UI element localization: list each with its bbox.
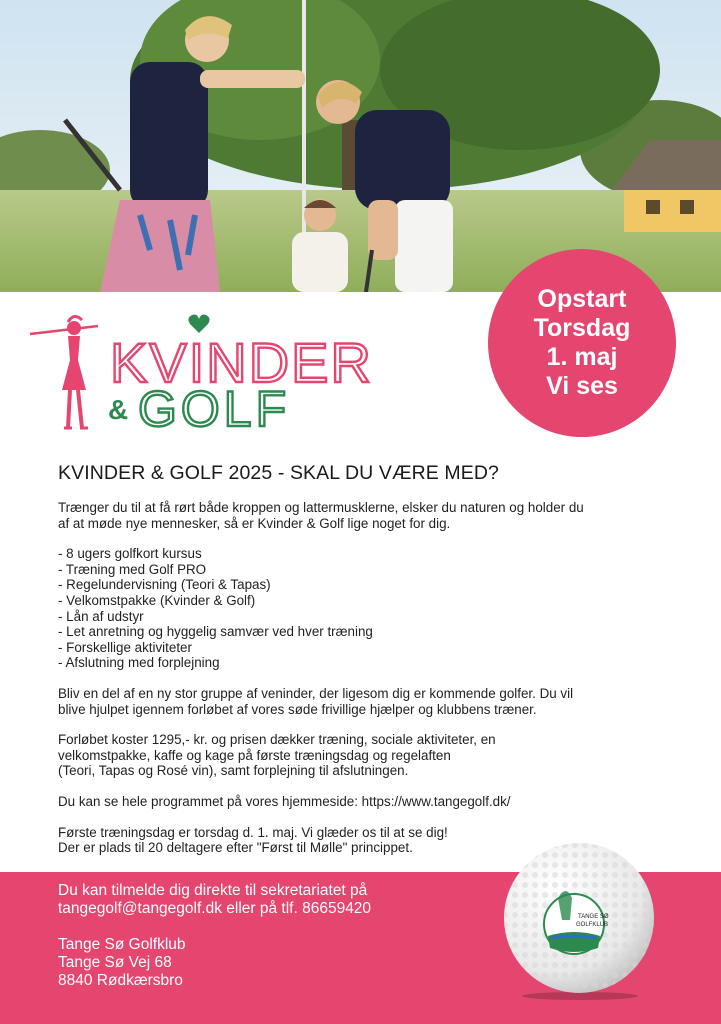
hero-photo — [0, 0, 721, 292]
ball-logo-line1: TANGE SØ — [578, 914, 609, 920]
footer-text — [58, 882, 371, 990]
text-line: blive hjulpet igennem forløbet af vores søde frivillige hjælper og klubbens træner. — [58, 701, 537, 717]
badge-line: Vi ses — [546, 372, 618, 400]
kvinder-golf-logo — [28, 310, 408, 440]
badge-line: Opstart — [537, 285, 627, 313]
logo-word-golf: GOLF — [138, 381, 291, 437]
address-line: Tange Sø Golfklub — [58, 936, 186, 953]
badge-line: Torsdag — [533, 314, 631, 342]
list-item: - Let anretning og hyggelig samvær ved hver træning — [58, 624, 373, 640]
list-item: - 8 ugers golfkort kursus — [58, 546, 202, 562]
address-line: 8840 Rødkærsbro — [58, 972, 183, 989]
list-item: - Regelundervisning (Teori & Tapas) — [58, 577, 271, 593]
badge-line: 1. maj — [546, 343, 618, 371]
list-item: - Træning med Golf PRO — [58, 561, 207, 577]
text-line: velkomstpakke, kaffe og kage på første træningsdag og regelaften — [58, 747, 451, 763]
features-list — [58, 546, 648, 671]
page-headline: KVINDER & GOLF 2025 - SKAL DU VÆRE MED? — [58, 462, 499, 484]
price-paragraph — [58, 732, 648, 779]
signup-line: Du kan tilmelde dig direkte til sekretariatet på — [58, 882, 368, 899]
text-line: Første træningsdag er torsdag d. 1. maj. Vi glæder os til at se dig! — [58, 824, 448, 840]
main-content — [58, 462, 648, 856]
intro-paragraph — [58, 500, 648, 531]
text-line: Der er plads til 20 deltagere efter "Først til Mølle" princippet. — [58, 840, 413, 856]
list-item: - Velkomstpakke (Kvinder & Golf) — [58, 592, 256, 608]
text-line: Forløbet koster 1295,- kr. og prisen dækker træning, sociale aktiviteter, en — [58, 732, 496, 748]
golfer-woman-icon — [28, 310, 108, 440]
signup-line: tangegolf@tangegolf.dk eller på tlf. 86659420 — [58, 900, 372, 917]
group-paragraph — [58, 686, 648, 717]
text-line: Bliv en del af en ny stor gruppe af veninder, der ligesom dig er kommende golfer. Du vil — [58, 685, 574, 701]
golf-ball-icon — [500, 840, 658, 1000]
ball-logo-line2: GOLFKLUB — [576, 922, 609, 928]
list-item: - Forskellige aktiviteter — [58, 639, 192, 655]
start-date-badge — [488, 249, 676, 437]
program-paragraph: Du kan se hele programmet på vores hjemmeside: https://www.tangegolf.dk/ — [58, 793, 511, 809]
list-item: - Lån af udstyr — [58, 608, 144, 624]
logo-word-kvinder: KVINDER — [110, 331, 373, 394]
list-item: - Afslutning med forplejning — [58, 655, 220, 671]
text-line: af at møde nye mennesker, så er Kvinder & Golf lige noget for dig. — [58, 515, 451, 531]
text-line: (Teori, Tapas og Rosé vin), samt forplejning til afslutningen. — [58, 763, 409, 779]
logo-ampersand: & — [108, 394, 129, 425]
text-line: Trænger du til at få rørt både kroppen og lattermusklerne, elsker du naturen og holder du — [58, 500, 584, 515]
address-line: Tange Sø Vej 68 — [58, 954, 172, 971]
